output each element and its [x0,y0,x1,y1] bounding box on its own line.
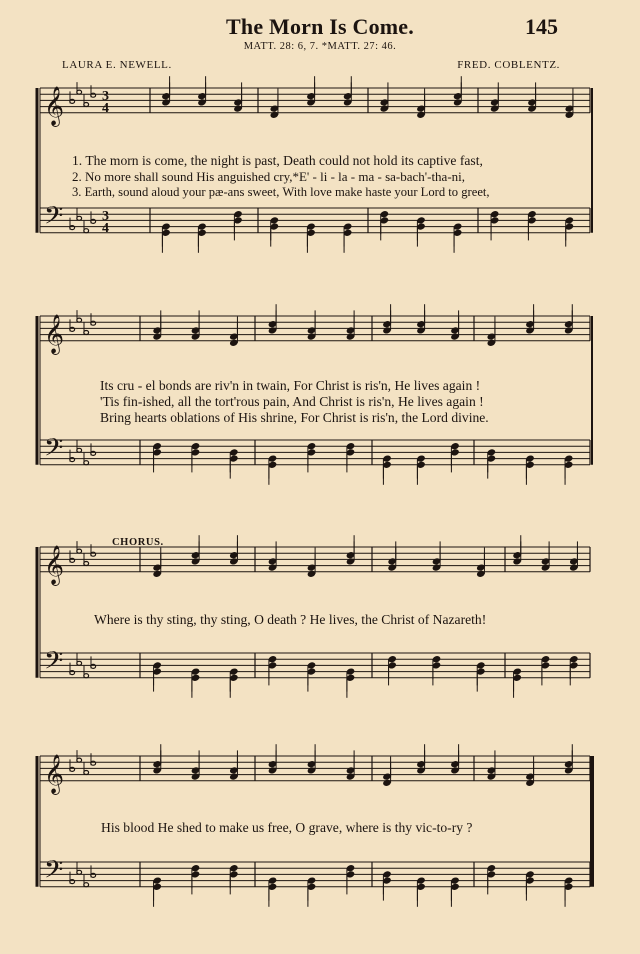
scripture-reference: MATT. 28: 6, 7. *MATT. 27: 46. [243,41,397,52]
flat-sign [70,767,75,771]
flat-sign [77,216,82,220]
flat-sign [91,664,96,668]
time-signature: 3 [102,209,109,224]
flat-sign [77,90,82,94]
chorus-label: CHORUS. [112,537,164,548]
lyric-line: 1. The morn is come, the night is past, Death could not hold its captive fast, [72,153,483,168]
treble-clef-icon: 𝄞 [44,753,65,794]
bass-clef-icon: 𝄢 [44,646,64,682]
flat-sign [77,448,82,452]
flat-sign [84,562,89,566]
lyric-line: 2. No more shall sound His anguished cry,*E' - li - la - ma - sa-bach'-tha-ni, [72,169,466,184]
lyric-line: Its cru - el bonds are riv'n in twain, For Christ is ris'n, He lives again ! [100,378,481,393]
treble-clef-icon: 𝄞 [44,313,65,354]
lyric-line: 'Tis fin-ished, all the tort'rous pain, And Christ is ris'n, He lives again ! [100,394,484,409]
page-number: 145 [525,14,558,39]
time-signature: 3 [102,89,109,104]
lyric-line: His blood He shed to make us free, O grave, where is thy vic-to-ry ? [101,820,473,835]
flat-sign [77,318,82,322]
flat-sign [70,458,75,462]
flat-sign [91,321,96,325]
flat-sign [91,873,96,877]
flat-sign [84,103,89,107]
flat-sign [91,93,96,97]
bass-clef-icon: 𝄢 [44,433,64,469]
bass-clef-icon: 𝄢 [44,201,64,237]
flat-sign [91,761,96,765]
flat-sign [84,331,89,335]
hymn-title: The Morn Is Come. [226,14,414,39]
flat-sign [91,219,96,223]
lyric-line: 3. Earth, sound aloud your pæ-ans sweet, With love make haste your Lord to greet, [72,185,490,199]
flat-sign [91,552,96,556]
bass-clef-icon: 𝄢 [44,855,64,891]
flat-sign [84,229,89,233]
lyricist-credit: LAURA E. NEWELL. [62,59,172,71]
treble-clef-icon: 𝄞 [44,85,65,126]
flat-sign [77,549,82,553]
treble-clef-icon: 𝄞 [44,544,65,585]
flat-sign [84,674,89,678]
flat-sign [77,758,82,762]
flat-sign [77,661,82,665]
flat-sign [84,461,89,465]
flat-sign [91,451,96,455]
lyric-line: Bring hearts oblations of His shrine, For Christ is ris'n, the Lord divine. [100,410,489,425]
flat-sign [70,558,75,562]
flat-sign [70,99,75,103]
lyric-line: Where is thy sting, thy sting, O death ? He lives, the Christ of Nazareth! [94,612,487,627]
flat-sign [70,327,75,331]
composer-credit: FRED. COBLENTZ. [457,59,560,71]
flat-sign [70,226,75,230]
flat-sign [77,870,82,874]
time-signature: 4 [102,101,109,116]
flat-sign [84,771,89,775]
time-signature: 4 [102,221,109,236]
flat-sign [70,880,75,884]
flat-sign [70,671,75,675]
flat-sign [84,883,89,887]
